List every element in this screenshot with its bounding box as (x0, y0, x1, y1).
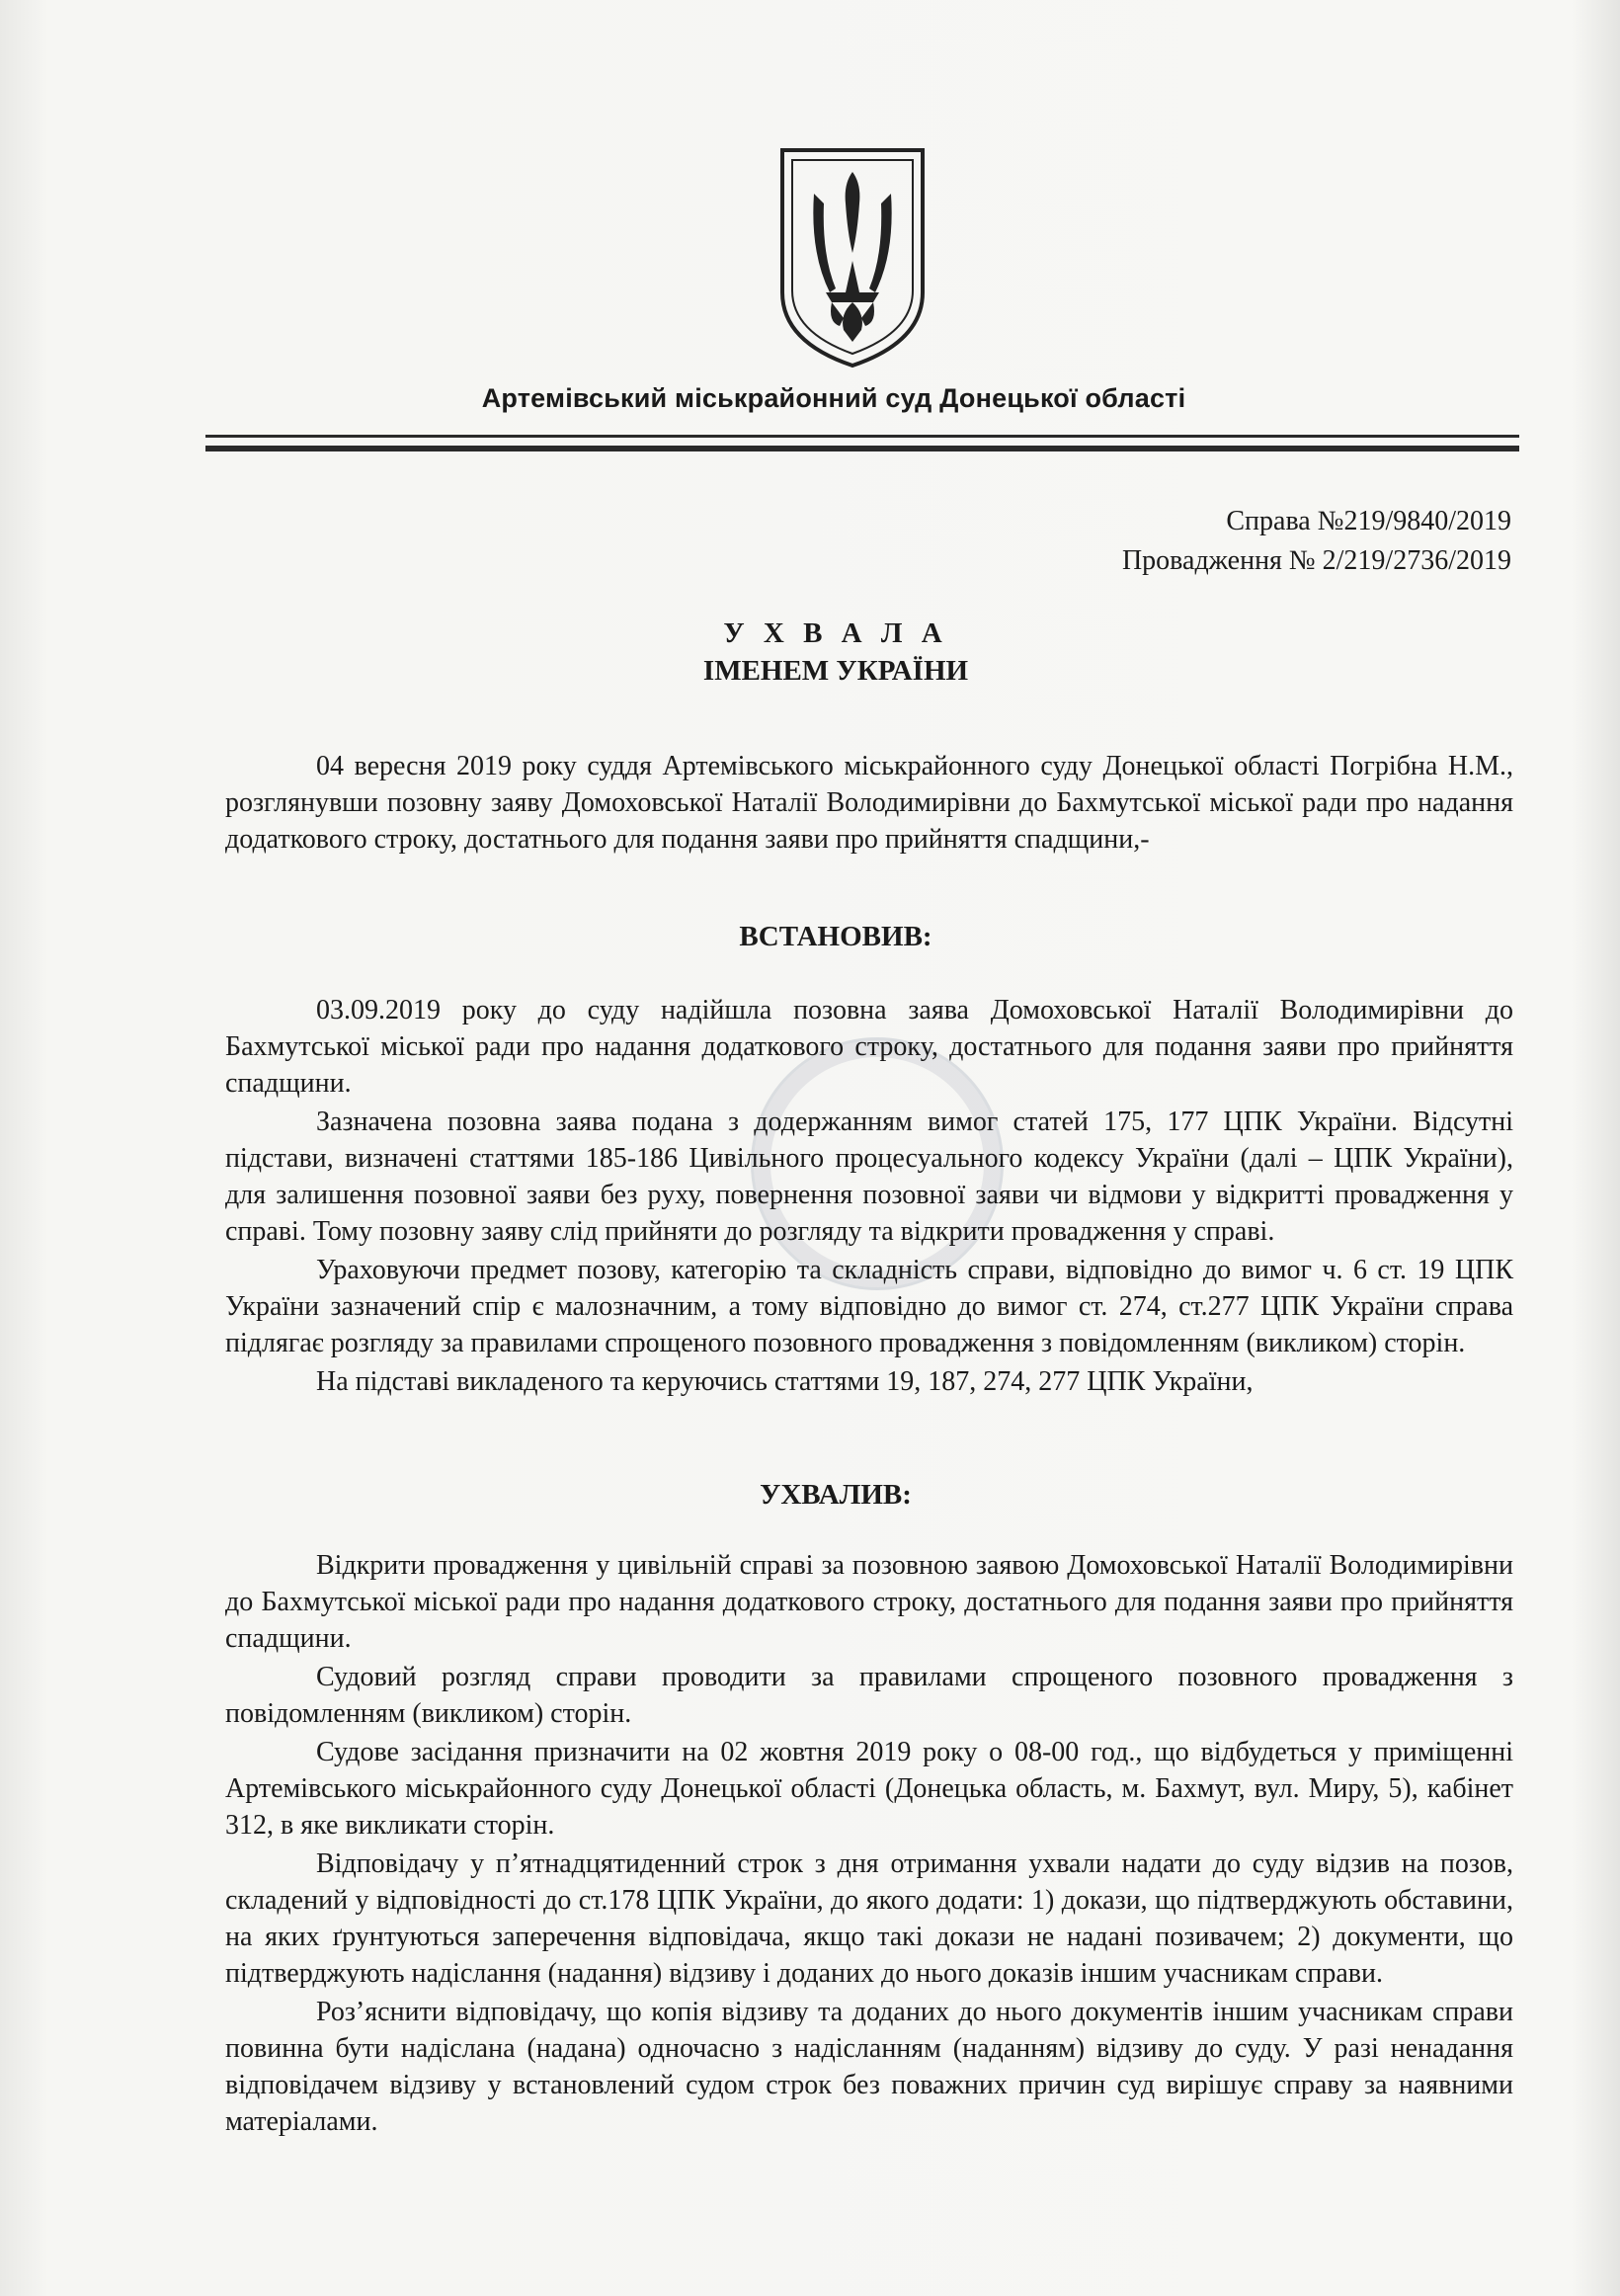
paragraph: Відповідачу у п’ятнадцятиденний строк з дня отримання ухвали надати до суду відзив на позов, складений у відповідності до ст.178 ЦПК України, до якого додати: 1) докази, що підтверджують обставини, на яких ґрунтуються заперечення відповідача, якщо такі докази не надані позивачем; 2) документи, що підтверджують надіслання (надання) відзиву і доданих до нього доказів іншим учасникам справи. (225, 1848, 1513, 1989)
intro-text: 04 вересня 2019 року суддя Артемівського міськрайонного суду Донецької області Погрібна Н.М., розглянувши позовну заяву Домоховської Наталії Володимирівни до Бахмутської міської ради про надання додаткового строку, достатнього для подання заяви про прийняття спадщини,- (225, 751, 1513, 855)
intro-paragraph (225, 748, 1513, 858)
established-section (225, 992, 1513, 1400)
paragraph: На підставі викладеного та керуючись статтями 19, 187, 274, 277 ЦПК України, (316, 1366, 1254, 1397)
header-divider-thick (205, 446, 1519, 451)
paragraph: Ураховуючи предмет позову, категорію та складність справи, відповідно до вимог ч. 6 ст. 19 ЦПК України зазначений спір є малозначним, а тому відповідно до вимог ст. 274, ст.277 ЦПК України справа підлягає розгляду за правилами спрощеного позовного провадження з повідомленням (викликом) сторін. (225, 1255, 1513, 1358)
proceeding-number: Провадження № 2/219/2736/2019 (1121, 545, 1511, 576)
paragraph: Зазначена позовна заява подана з додержанням вимог статей 175, 177 ЦПК України. Відсутні підстави, визначені статтями 185-186 Цивільного процесуального кодексу України (далі – ЦПК України), для залишення позовної заяви без руху, повернення позовної заяви чи відмови у відкритті провадження у справі. Тому позовну заяву слід прийняти до розгляду та відкрити провадження у справі. (225, 1107, 1513, 1247)
paragraph: Роз’яснити відповідачу, що копія відзиву та доданих до нього документів іншим учасникам справи повинна бути надіслана (надана) одночасно з надісланням (наданням) відзиву до суду. У разі ненадання відповідачем відзиву у встановлений судом строк без поважних причин суд вирішує справу за наявними матеріалами. (225, 1997, 1513, 2137)
case-number: Справа №219/9840/2019 (1226, 506, 1511, 536)
paragraph: Судове засідання призначити на 02 жовтня 2019 року о 08-00 год., що відбудеться у приміщенні Артемівського міськрайонного суду Донецької області (Донецька область, м. Бахмут, вул. Миру, 5), кабінет 312, в яке викликати сторін. (225, 1737, 1513, 1841)
paragraph: 03.09.2019 року до суду надійшла позовна заява Домоховської Наталії Володимирівни до Бахмутської міської ради про надання додаткового строку, достатнього для подання заяви про прийняття спадщини. (225, 995, 1513, 1099)
heading-ruled: УХВАЛИВ: (760, 1479, 912, 1511)
title-line-ruling: У Х В А Л А (723, 617, 948, 649)
case-info (1122, 502, 1511, 581)
paragraph: Судовий розгляд справи проводити за правилами спрощеного позовного провадження з повідомленням (викликом) сторін. (225, 1662, 1513, 1729)
court-name: Артемівський міськрайонний суд Донецької області (481, 383, 1186, 413)
ruled-section (225, 1547, 1513, 2140)
coat-of-arms-icon (774, 144, 931, 371)
document-title (26, 615, 1620, 690)
header-divider-thin (205, 435, 1519, 438)
heading-established: ВСТАНОВИВ: (739, 921, 932, 952)
title-line-in-name-of-ukraine: ІМЕНЕМ УКРАЇНИ (702, 655, 969, 687)
paragraph: Відкрити провадження у цивільній справі за позовною заявою Домоховської Наталії Володимирівни до Бахмутської міської ради про надання додаткового строку, достатнього для подання заяви про прийняття спадщини. (225, 1550, 1513, 1654)
